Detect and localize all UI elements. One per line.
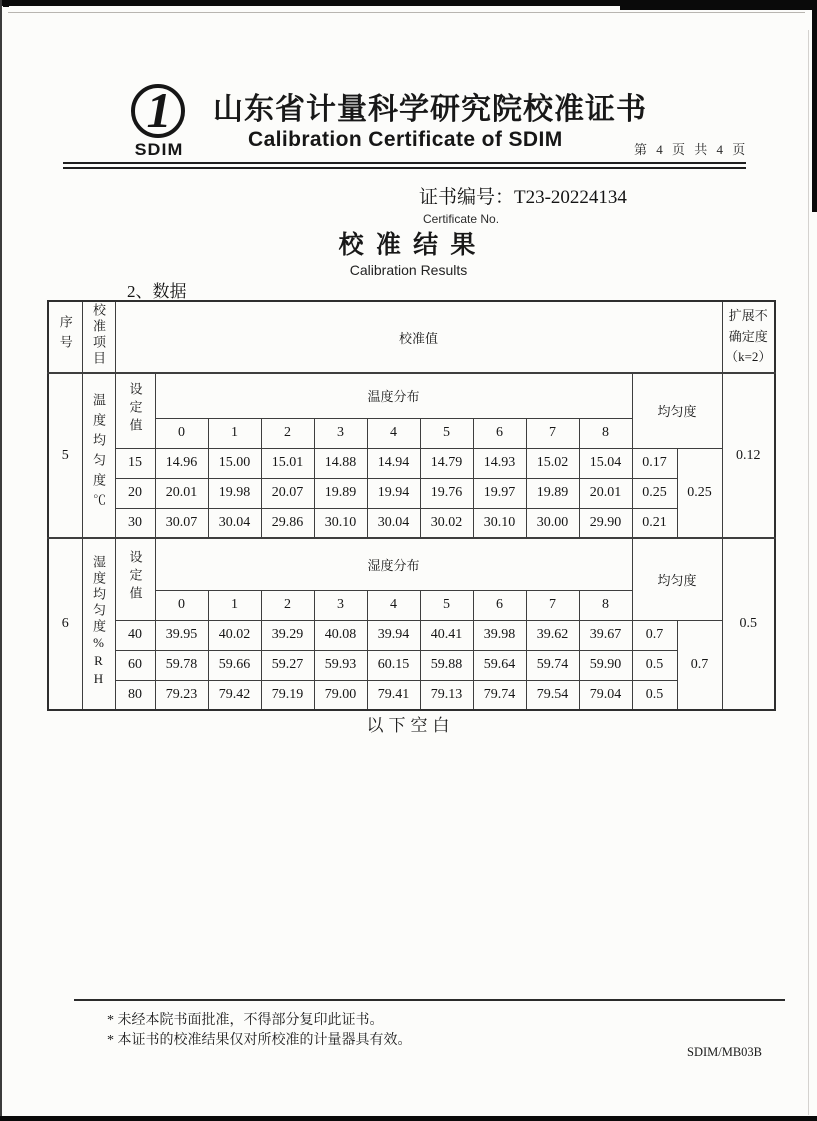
value-cell: 39.94 (367, 620, 420, 650)
set-value-cell: 40 (115, 620, 155, 650)
humidity-section-header-row (48, 538, 775, 590)
temp-uncertainty-cell: 0.12 (722, 373, 775, 538)
header-uncertainty: 扩展不确定度（k=2） (722, 301, 775, 373)
value-cell: 30.10 (473, 508, 526, 538)
certificate-title-en: Calibration Certificate of SDIM (248, 128, 563, 151)
humidity-item-cell: 湿度均匀度%RH (82, 538, 115, 710)
value-cell: 39.62 (526, 620, 579, 650)
scan-hairline-top (8, 12, 805, 13)
point-label: 2 (261, 418, 314, 448)
page-number-label: 第 4 页 共 4 页 (634, 142, 749, 157)
value-cell: 19.89 (314, 478, 367, 508)
sdim-logo-icon (128, 82, 190, 142)
value-cell: 15.01 (261, 448, 314, 478)
results-title-cn: 校 准 结 果 (338, 232, 479, 259)
point-label: 1 (208, 418, 261, 448)
certificate-number: 证书编号：T23-20224134 (419, 187, 627, 208)
set-value-cell: 60 (115, 650, 155, 680)
uniformity-cell: 0.5 (632, 680, 677, 710)
table-row (48, 650, 775, 680)
footer-note-2: * 本证书的校准结果仅对所校准的计量器具有效。 (107, 1033, 412, 1048)
point-label: 0 (155, 418, 208, 448)
table-row (48, 478, 775, 508)
value-cell: 79.54 (526, 680, 579, 710)
scan-artifact-dot (3, 2, 9, 7)
value-cell: 29.86 (261, 508, 314, 538)
value-cell: 39.98 (473, 620, 526, 650)
value-cell: 40.02 (208, 620, 261, 650)
sdim-logo-text: SDIM (134, 140, 184, 159)
overall-uniformity-cell: 0.25 (677, 448, 722, 538)
value-cell: 39.67 (579, 620, 632, 650)
footer-note-1: * 未经本院书面批准，不得部分复印此证书。 (107, 1013, 384, 1028)
value-cell: 39.29 (261, 620, 314, 650)
humidity-uniformity-header: 均匀度 (632, 538, 722, 620)
point-label: 5 (420, 418, 473, 448)
value-cell: 60.15 (367, 650, 420, 680)
below-blank-note: 以下空白 (366, 716, 455, 735)
uniformity-cell: 0.5 (632, 650, 677, 680)
value-cell: 14.79 (420, 448, 473, 478)
temp-distribution-header: 温度分布 (155, 373, 632, 418)
value-cell: 59.66 (208, 650, 261, 680)
value-cell: 30.10 (314, 508, 367, 538)
value-cell: 59.78 (155, 650, 208, 680)
table-row (48, 620, 775, 650)
value-cell: 30.00 (526, 508, 579, 538)
value-cell: 79.00 (314, 680, 367, 710)
temp-item-cell: 温度均匀度℃ (82, 373, 115, 538)
value-cell: 30.07 (155, 508, 208, 538)
table-row (48, 448, 775, 478)
table-row (48, 680, 775, 710)
data-section-heading: 2、数据 (127, 282, 187, 301)
temp-section-header-row (48, 373, 775, 418)
humidity-uncertainty-cell: 0.5 (722, 538, 775, 710)
value-cell: 40.41 (420, 620, 473, 650)
point-label: 1 (208, 590, 261, 620)
point-label: 6 (473, 418, 526, 448)
value-cell: 59.64 (473, 650, 526, 680)
calibration-results-table (47, 300, 776, 711)
value-cell: 19.76 (420, 478, 473, 508)
value-cell: 40.08 (314, 620, 367, 650)
point-label: 8 (579, 418, 632, 448)
value-cell: 20.01 (579, 478, 632, 508)
value-cell: 20.01 (155, 478, 208, 508)
scan-artifact-bottom-edge (0, 1116, 817, 1121)
value-cell: 30.04 (208, 508, 261, 538)
value-cell: 59.90 (579, 650, 632, 680)
set-value-cell: 30 (115, 508, 155, 538)
header-seq: 序号 (48, 301, 82, 373)
certificate-number-sublabel: Certificate No. (423, 212, 500, 226)
scan-artifact-left-edge (0, 0, 2, 1121)
value-cell: 59.74 (526, 650, 579, 680)
value-cell: 14.88 (314, 448, 367, 478)
uniformity-cell: 0.21 (632, 508, 677, 538)
humidity-setvalue-header: 设定值 (115, 538, 155, 620)
overall-uniformity-cell: 0.7 (677, 620, 722, 710)
value-cell: 79.41 (367, 680, 420, 710)
value-cell: 19.98 (208, 478, 261, 508)
set-value-cell: 15 (115, 448, 155, 478)
value-cell: 59.27 (261, 650, 314, 680)
point-label: 4 (367, 418, 420, 448)
point-label: 7 (526, 590, 579, 620)
temp-seq-cell: 5 (48, 373, 82, 538)
value-cell: 39.95 (155, 620, 208, 650)
point-label: 7 (526, 418, 579, 448)
value-cell: 59.93 (314, 650, 367, 680)
certificate-title-cn: 山东省计量科学研究院校准证书 (213, 93, 647, 126)
table-header-row (48, 301, 775, 373)
uniformity-cell: 0.25 (632, 478, 677, 508)
point-label: 0 (155, 590, 208, 620)
set-value-cell: 80 (115, 680, 155, 710)
table-row (48, 508, 775, 538)
value-cell: 19.97 (473, 478, 526, 508)
value-cell: 14.93 (473, 448, 526, 478)
value-cell: 14.96 (155, 448, 208, 478)
temp-setvalue-header: 设定值 (115, 373, 155, 448)
value-cell: 79.19 (261, 680, 314, 710)
sdim-logo (124, 82, 194, 160)
humidity-distribution-header: 湿度分布 (155, 538, 632, 590)
value-cell: 15.02 (526, 448, 579, 478)
results-title-en: Calibration Results (349, 262, 468, 278)
uniformity-cell: 0.7 (632, 620, 677, 650)
value-cell: 29.90 (579, 508, 632, 538)
scan-artifact-top-right-edge (620, 0, 817, 10)
value-cell: 30.02 (420, 508, 473, 538)
value-cell: 19.89 (526, 478, 579, 508)
value-cell: 19.94 (367, 478, 420, 508)
point-label: 8 (579, 590, 632, 620)
form-code: SDIM/MB03B (687, 1045, 763, 1059)
value-cell: 14.94 (367, 448, 420, 478)
svg-text:1: 1 (146, 82, 172, 138)
footer-rule (74, 999, 785, 1001)
header-item: 校准项目 (82, 301, 115, 373)
value-cell: 20.07 (261, 478, 314, 508)
humidity-seq-cell: 6 (48, 538, 82, 710)
value-cell: 79.23 (155, 680, 208, 710)
uniformity-cell: 0.17 (632, 448, 677, 478)
set-value-cell: 20 (115, 478, 155, 508)
value-cell: 30.04 (367, 508, 420, 538)
point-label: 2 (261, 590, 314, 620)
point-label: 3 (314, 590, 367, 620)
value-cell: 79.13 (420, 680, 473, 710)
value-cell: 79.04 (579, 680, 632, 710)
header-calibration-value: 校准值 (115, 301, 722, 373)
header-double-rule (63, 162, 746, 169)
value-cell: 79.74 (473, 680, 526, 710)
point-label: 4 (367, 590, 420, 620)
point-label: 3 (314, 418, 367, 448)
value-cell: 79.42 (208, 680, 261, 710)
point-label: 6 (473, 590, 526, 620)
value-cell: 15.00 (208, 448, 261, 478)
value-cell: 59.88 (420, 650, 473, 680)
scan-hairline-right (808, 30, 809, 1115)
temp-uniformity-header: 均匀度 (632, 373, 722, 448)
value-cell: 15.04 (579, 448, 632, 478)
scan-artifact-right-edge (812, 0, 817, 212)
point-label: 5 (420, 590, 473, 620)
